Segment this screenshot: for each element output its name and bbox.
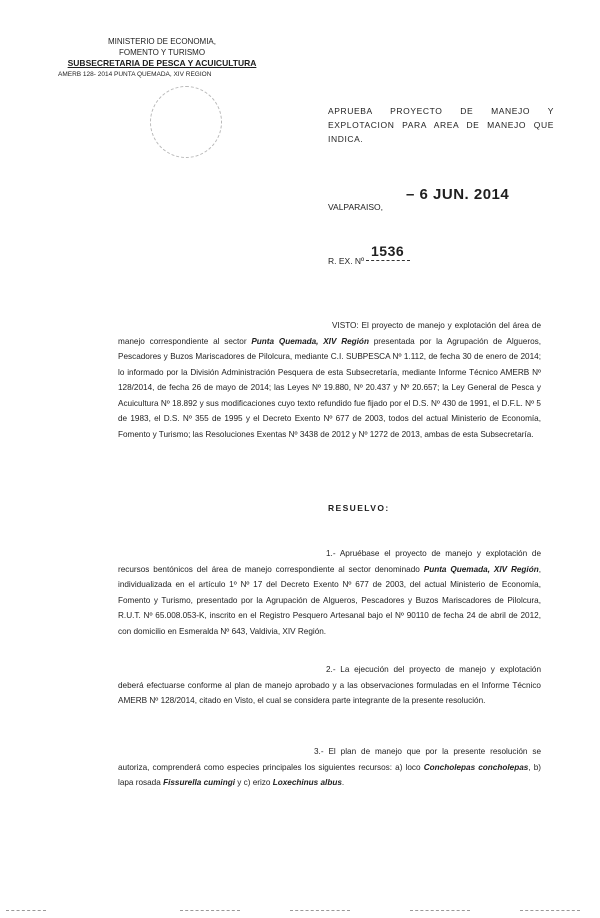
visto-sector: Punta Quemada, XIV Región [251, 336, 369, 346]
article-3 [118, 744, 541, 791]
visto-text-1: VISTO: El proyecto de manejo y explotación del área de manejo correspondiente al sector [118, 321, 541, 346]
article-3-text-4: . [341, 778, 345, 787]
resolution-label: R. EX. Nº [328, 256, 365, 266]
footer-mark [6, 910, 46, 911]
article-3-text-3: y c) erizo [234, 778, 273, 787]
species-loco: Concholepas concholepas [423, 762, 529, 772]
visto-text-2: presentada por la Agrupación de Algueros, Pescadores y Buzos Mariscadores de Pilolcura, mediante C.I. SUBPESCA Nº 1.112, de fecha 30 de enero de 2014; lo informado por la División Administración Pesquera de esta Subsecretaría, mediante Informe Técnico AMERB Nº 128/2014, de fecha 26 de mayo de 2014; las Leyes Nº 19.880, Nº 20.437 y Nº 20.657; la Ley General de Pesca y Acuicultura Nº 18.892 y sus modificaciones cuyo texto refundido fue fijado por el D.S. Nº 430 de 1991, el D.F.L. Nº 5 de 1983, el D.S. Nº 355 de 1995 y el Decreto Exento Nº 677 de 2003, todos del actual Ministerio de Economía, Fomento y Turismo; las Resoluciones Exentas Nº 3438 de 2012 y Nº 1272 de 2013, ambas de esta Subsecretaría. [118, 336, 541, 439]
visto-paragraph [118, 318, 541, 442]
footer-mark [180, 910, 240, 911]
subsecretaria-line: SUBSECRETARIA DE PESCA Y ACUICULTURA [67, 58, 257, 68]
date-stamp: – 6 JUN. 2014 [406, 186, 510, 203]
ministry-line-2: FOMENTO Y TURISMO [118, 48, 206, 57]
article-1 [118, 546, 541, 639]
letterhead [58, 36, 262, 80]
resuelvo-heading: RESUELVO: [328, 503, 390, 513]
place-label: VALPARAISO, [328, 202, 383, 212]
article-1-text-1: 1.- Apruébase el proyecto de manejo y explotación de recursos bentónicos del área de manejo correspondiente al sector denominado [118, 549, 541, 574]
official-stamp-icon [150, 86, 222, 158]
document-subject: APRUEBA PROYECTO DE MANEJO Y EXPLOTACION PARA AREA DE MANEJO QUE INDICA. [328, 106, 554, 144]
article-3-text-2: , b) lapa rosada [118, 762, 541, 787]
article-1-sector: Punta Quemada, XIV Región [423, 564, 539, 574]
footer-mark [410, 910, 470, 911]
ministry-line-1: MINISTERIO DE ECONOMIA, [107, 37, 216, 46]
species-lapa: Fissurella cumingi [163, 778, 235, 787]
article-1-text-2: , individualizada en el artículo 1º Nº 17 del Decreto Exento Nº 677 de 2003, del actual Ministerio de Economía, Fomento y Turismo, presentado por la Agrupación de Algueros, Pescadores y Buzos Mariscadores de Pilolcura, R.U.T. Nº 65.008.053-K, inscrito en el Registro Pesquero Artesanal bajo el Nº 90110 de fecha 24 de abril de 2012, con domicilio en Esmeralda Nº 643, Valdivia, XIV Región. [118, 564, 541, 636]
article-2: 2.- La ejecución del proyecto de manejo y explotación deberá efectuarse conforme al plan de manejo aprobado y a las observaciones formuladas en el Informe Técnico AMERB Nº 128/2014, citado en Visto, el cual se considera parte integrante de la presente resolución. [118, 665, 541, 705]
footer-mark [290, 910, 350, 911]
footer-scan-marks [0, 906, 600, 918]
article-3-text-1: 3.- El plan de manejo que por la presente resolución se autoriza, comprenderá como especies principales los siguientes recursos: a) loco [118, 747, 541, 772]
resolution-number-underline [366, 260, 410, 261]
amerb-reference: AMERB 128- 2014 PUNTA QUEMADA, XIV REGION [58, 71, 212, 78]
footer-mark [520, 910, 580, 911]
species-erizo: Loxechinus albus [272, 778, 342, 787]
resolution-number: 1536 [371, 243, 405, 259]
